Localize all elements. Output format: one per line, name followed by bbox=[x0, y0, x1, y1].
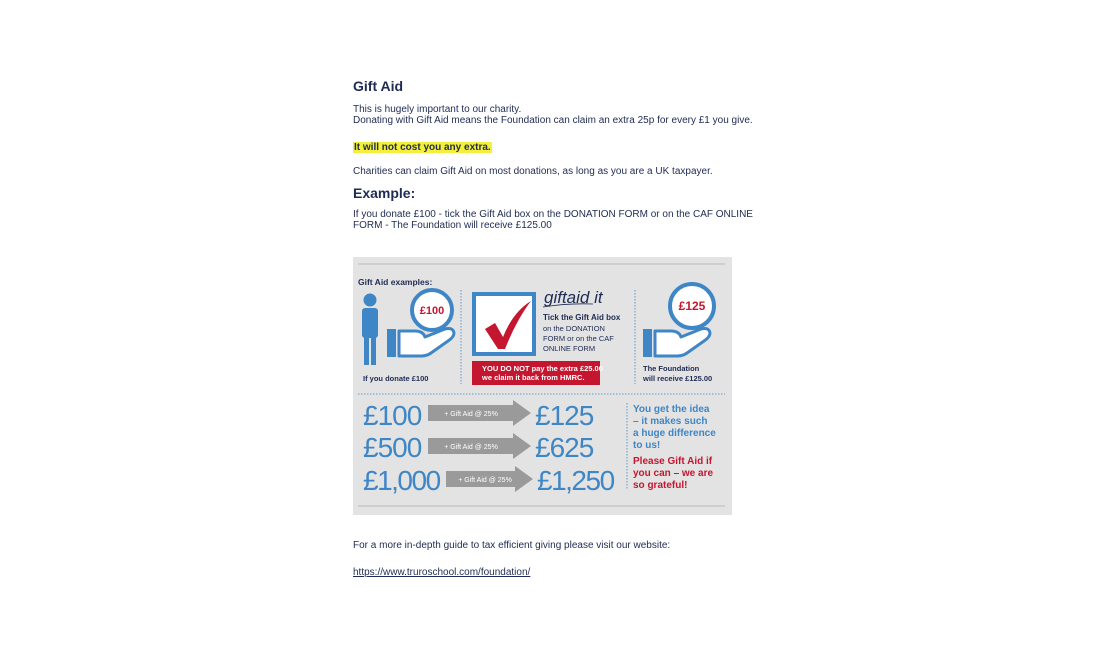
eligibility-text: Charities can claim Gift Aid on most donations, as long as you are a UK taxpayer. bbox=[353, 166, 713, 177]
gift-aid-document bbox=[353, 78, 773, 231]
highlight-text: It will not cost you any extra. bbox=[354, 142, 491, 153]
tick-line-3: ONLINE FORM bbox=[543, 344, 596, 353]
example-row-1 bbox=[363, 400, 594, 431]
row-1-arrow-label: + Gift Aid @ 25% bbox=[444, 411, 498, 418]
example-row-2 bbox=[363, 432, 594, 463]
plea-line-3: so grateful! bbox=[633, 480, 688, 491]
receive-caption-2: will receive £125.00 bbox=[643, 374, 713, 383]
tick-line-1: on the DONATION bbox=[543, 324, 605, 333]
intro-line-2: Donating with Gift Aid means the Foundation can claim an extra 25p for every £1 you give. bbox=[353, 115, 753, 126]
donate-caption: If you donate £100 bbox=[363, 374, 429, 383]
guide-text: For a more in-depth guide to tax efficient giving please visit our website: bbox=[353, 540, 671, 551]
tick-line-2: FORM or on the CAF bbox=[543, 334, 614, 343]
idea-line-2: – it makes such bbox=[633, 416, 708, 427]
infographic-header: Gift Aid examples: bbox=[358, 277, 433, 287]
row-3-to: £1,250 bbox=[537, 465, 614, 496]
donor-hand-icon bbox=[387, 329, 454, 358]
gift-aid-infographic bbox=[353, 257, 732, 515]
idea-line-1: You get the idea bbox=[633, 404, 710, 415]
tick-title: Tick the Gift Aid box bbox=[543, 313, 621, 322]
example-line-1: If you donate £100 - tick the Gift Aid box on the DONATION FORM or on the CAF ONLINE bbox=[353, 209, 753, 220]
idea-line-3: a huge difference bbox=[633, 428, 716, 439]
example-heading: Example: bbox=[353, 185, 416, 201]
person-icon bbox=[362, 294, 378, 366]
row-1-from: £100 bbox=[363, 400, 422, 431]
receiver-hand-icon bbox=[643, 329, 710, 358]
donate-amount: £100 bbox=[419, 305, 445, 317]
row-2-to: £625 bbox=[535, 432, 594, 463]
page-title: Gift Aid bbox=[353, 78, 404, 94]
row-1-to: £125 bbox=[535, 400, 594, 431]
intro-line-1: This is hugely important to our charity. bbox=[353, 104, 522, 115]
notice-line-1: YOU DO NOT pay the extra £25.00 bbox=[482, 364, 603, 373]
footer-section bbox=[353, 540, 773, 580]
row-2-arrow-label: + Gift Aid @ 25% bbox=[444, 444, 498, 451]
plea-line-2: you can – we are bbox=[633, 468, 714, 479]
row-3-from: £1,000 bbox=[363, 465, 440, 496]
foundation-website-link[interactable]: https://www.truroschool.com/foundation/ bbox=[353, 567, 531, 578]
notice-line-2: we claim it back from HMRC. bbox=[482, 373, 585, 382]
example-line-2: FORM - The Foundation will receive £125.00 bbox=[353, 220, 552, 231]
plea-line-1: Please Gift Aid if bbox=[633, 456, 713, 467]
row-2-from: £500 bbox=[363, 432, 422, 463]
receive-caption-1: The Foundation bbox=[643, 364, 700, 373]
idea-line-4: to us! bbox=[633, 440, 661, 451]
receive-amount: £125 bbox=[678, 299, 706, 313]
giftaid-logo: giftaid it bbox=[544, 288, 603, 307]
example-row-3 bbox=[363, 465, 615, 496]
row-3-arrow-label: + Gift Aid @ 25% bbox=[458, 477, 512, 484]
